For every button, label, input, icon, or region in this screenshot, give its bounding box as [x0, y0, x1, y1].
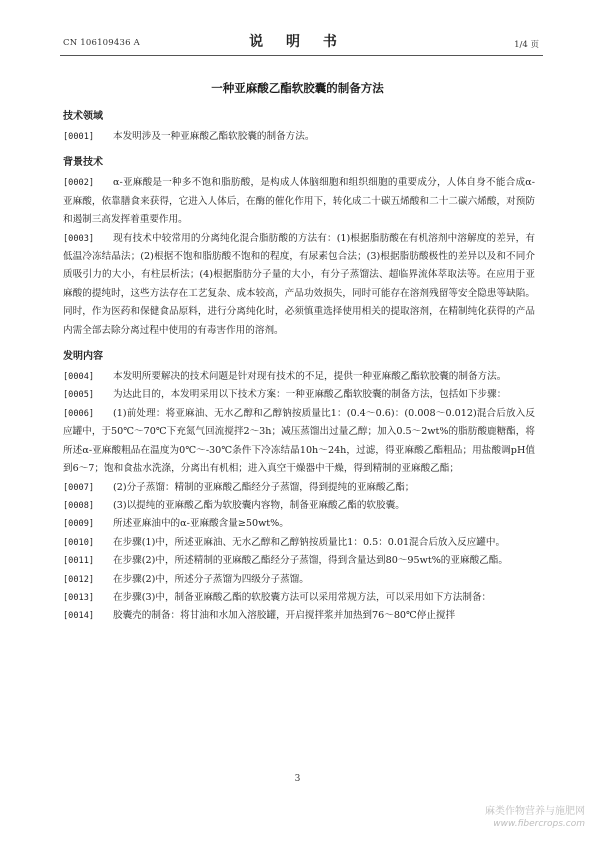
- watermark: [485, 805, 585, 831]
- paragraph-text: 在步骤(2)中，所述精制的亚麻酸乙酯经分子蒸馏，得到含量达到80～95wt%的亚麻酸乙酯。: [113, 555, 508, 567]
- paragraph: [63, 386, 535, 404]
- paragraph-number: [0002]: [63, 178, 95, 189]
- paragraph-text: (2)分子蒸馏：精制的亚麻酸乙酯经分子蒸馏，得到提纯的亚麻酸乙酯；: [113, 481, 415, 493]
- paragraph-number: [0001]: [63, 132, 95, 142]
- paragraph: [63, 552, 535, 570]
- paragraph-number: [0006]: [63, 408, 95, 419]
- paragraph-number: [0013]: [63, 592, 95, 603]
- watermark-name: 麻类作物营养与施肥网: [485, 806, 585, 817]
- paragraph-number: [0011]: [63, 556, 95, 567]
- page-indicator: 1/4 页: [514, 40, 539, 50]
- paragraph-number: [0010]: [63, 537, 95, 548]
- paragraph: [63, 497, 535, 515]
- paragraph-number: [0008]: [63, 500, 95, 511]
- paragraph-number: [0014]: [63, 611, 95, 622]
- section-heading: 背景技术: [63, 157, 103, 169]
- paragraph: [63, 534, 535, 552]
- paragraph-number: [0007]: [63, 482, 95, 493]
- paragraph-text: 在步骤(1)中，所述亚麻油、无水乙醇和乙醇钠按质量比1：0.5：0.01混合后放入反应罐中。: [113, 536, 506, 548]
- paragraph-text: 现有技术中较常用的分离纯化混合脂肪酸的方法有：(1)根据脂肪酸在有机溶剂中溶解度的差异，有低温冷冻结晶法；(2)根据不饱和脂肪酸不饱和的程度，有尿素包合法；(3)根据脂肪酸极性的差异以及和不同介质吸引力的大小，有柱层析法；(4)根据脂肪分子量的大小，有分子蒸馏法、超临界流体萃取法等。在应用于亚麻酸的提纯时，这些方法存在工艺复杂、成本较高，产品功效损失，同时可能存在溶剂残留等安全隐患等缺陷。同时，作为医药和保健食品原料，进行分离纯化时，必须慎重选择使用相关的提取溶剂，在精制纯化获得的产品内需全部去除分离过程中使用的有毒害作用的溶剂。: [63, 232, 535, 336]
- paragraph-text: 在步骤(2)中，所述分子蒸馏为四级分子蒸馏。: [113, 573, 309, 585]
- paragraph-text: 本发明涉及一种亚麻酸乙酯软胶囊的制备方法。: [113, 131, 315, 142]
- paragraph-text: 所述亚麻油中的α-亚麻酸含量≥50wt%。: [113, 518, 289, 530]
- paragraph: [63, 174, 535, 229]
- paragraph-number: [0012]: [63, 574, 95, 585]
- paragraph-number: [0004]: [63, 372, 95, 383]
- paragraph: [63, 571, 535, 589]
- paragraph-number: [0003]: [63, 233, 95, 244]
- watermark-url: www.fibercrops.com: [493, 819, 585, 829]
- document-body: [63, 108, 535, 626]
- page-number: 3: [294, 774, 301, 784]
- header-title: 说 明 书: [249, 34, 346, 50]
- paragraph: [63, 515, 535, 533]
- paragraph-text: 本发明所要解决的技术问题是针对现有技术的不足，提供一种亚麻酸乙酯软胶囊的制备方法。: [113, 371, 507, 383]
- paragraph-text: 胶囊壳的制备：将甘油和水加入溶胶罐，开启搅拌浆并加热到76～80℃停止搅拌: [113, 610, 456, 622]
- paragraph: [63, 368, 535, 386]
- section-heading: 技术领域: [63, 111, 103, 122]
- paragraph-number: [0005]: [63, 390, 95, 401]
- paragraph: [63, 405, 535, 479]
- patent-number: CN 106109436 A: [63, 38, 140, 48]
- paragraph: [63, 607, 535, 625]
- paragraph-text: (3)以提纯的亚麻酸乙酯为软胶囊内容物，制备亚麻酸乙酯的软胶囊。: [113, 499, 405, 511]
- document-title: 一种亚麻酸乙酯软胶囊的制备方法: [211, 81, 384, 95]
- paragraph-text: α-亚麻酸是一种多不饱和脂肪酸，是构成人体脑细胞和组织细胞的重要成分，人体自身不能合成α-亚麻酸，依靠膳食来获得，它进入人体后，在酶的催化作用下，转化成二十碳五烯酸和二十二碳六烯酸，对预防和遏制三高发挥着重要作用。: [63, 177, 535, 226]
- paragraph: [63, 230, 535, 340]
- paragraph-text: (1)前处理：将亚麻油、无水乙醇和乙醇钠按质量比1：(0.4～0.6)：(0.008～0.012)混合后放入反应罐中，于50℃～70℃下充氮气回流搅拌2～3h；减压蒸馏出过量乙醇；加入0.5～2wt%的脂肪酸鹿糖酯，将所述α-亚麻酸粗品在温度为0℃～-30℃条件下冷冻结晶10h～24h，过滤，得亚麻酸乙酯粗品；用盐酸调pH值到6～7；饱和食盐水洗涤，分离出有机相；进入真空干燥器中干燥，得到精制的亚麻酸乙酯；: [63, 407, 535, 475]
- paragraph-text: 在步骤(3)中，制备亚麻酸乙酯的软胶囊方法可以采用常规方法，可以采用如下方法制备：: [113, 591, 492, 603]
- section-heading: 发明内容: [63, 351, 103, 363]
- header-divider: [60, 55, 543, 56]
- paragraph: [63, 589, 535, 607]
- paragraph: [63, 128, 535, 146]
- paragraph-text: 为达此目的，本发明采用以下技术方案：一种亚麻酸乙酯软胶囊的制备方法，包括如下步骤：: [113, 389, 507, 401]
- paragraph: [63, 479, 535, 497]
- paragraph-number: [0009]: [63, 519, 95, 530]
